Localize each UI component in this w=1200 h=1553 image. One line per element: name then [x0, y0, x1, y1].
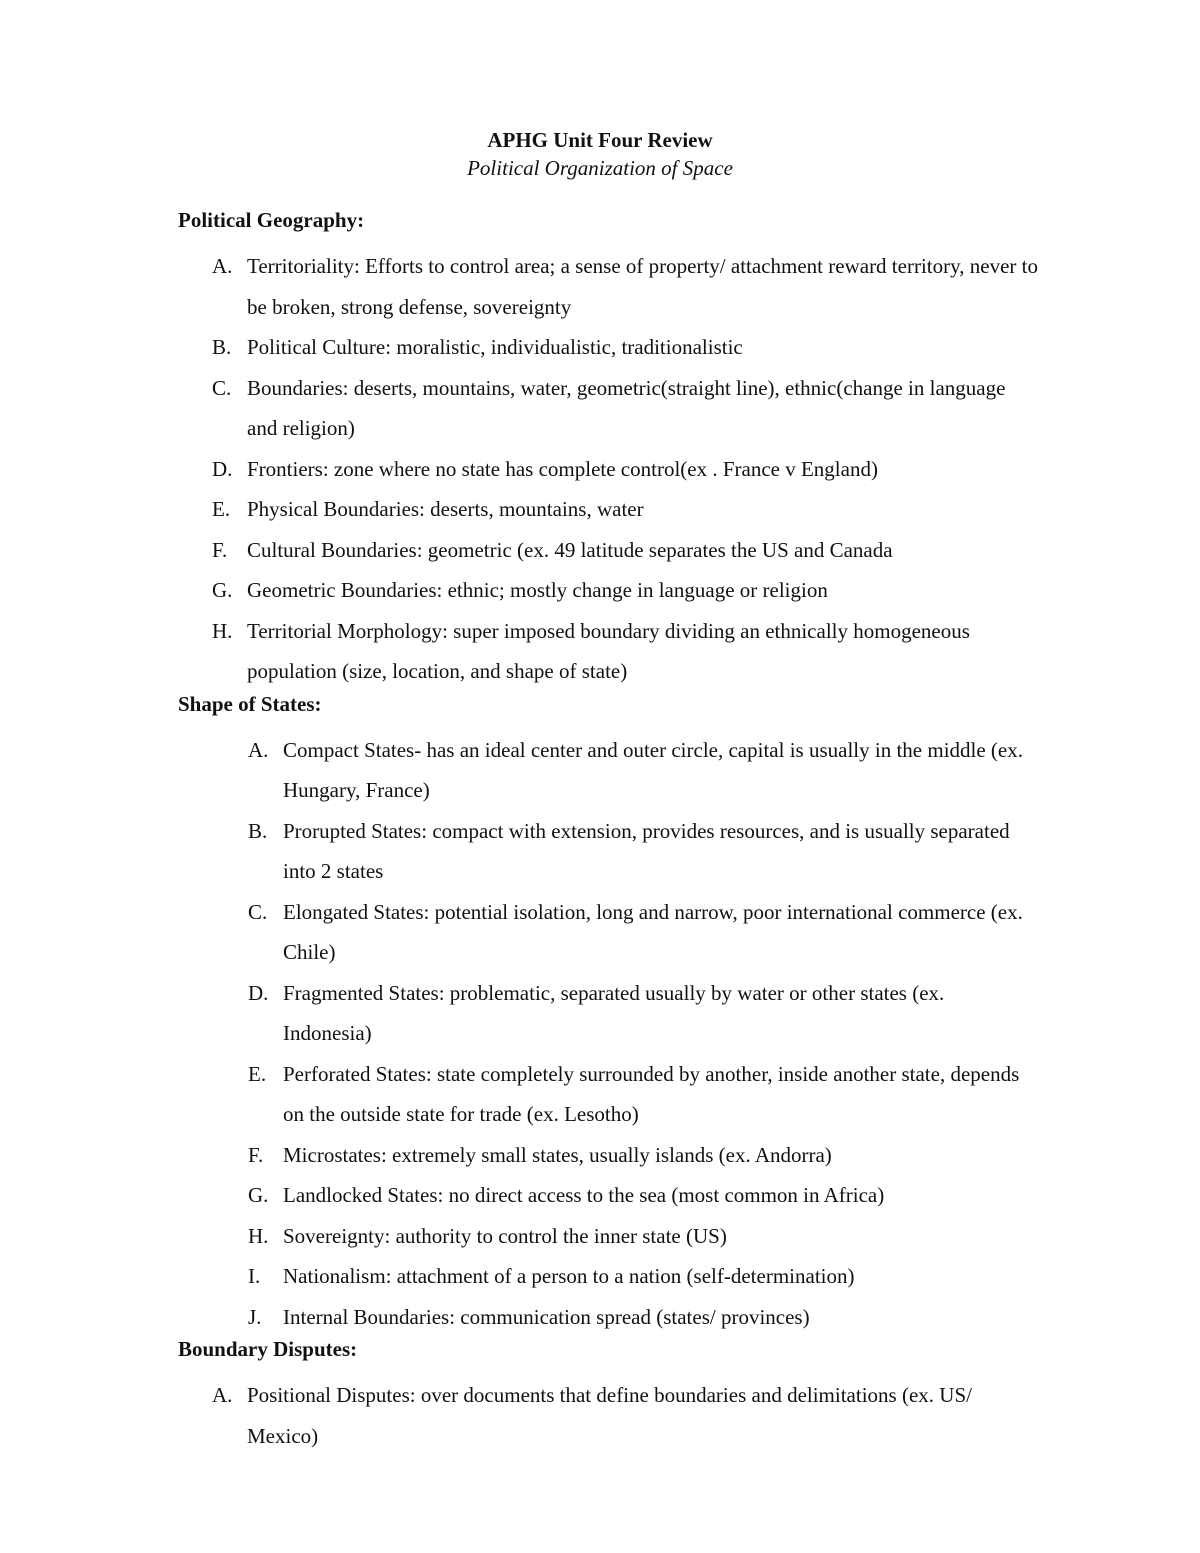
document-subtitle: Political Organization of Space [467, 156, 733, 180]
list-item-text: Positional Disputes: over documents that define boundaries and delimitations (ex. US/ Mexico) [247, 1383, 972, 1448]
list-item [178, 1216, 1038, 1257]
list-item [178, 892, 1038, 973]
section-heading-boundary-disputes: Boundary Disputes: [178, 1337, 358, 1361]
list-marker: A. [212, 1383, 233, 1407]
list-item [178, 730, 1038, 811]
list-marker: E. [248, 1061, 267, 1086]
list-item-text: Landlocked States: no direct access to the sea (most common in Africa) [283, 1183, 885, 1207]
list-item-text: Perforated States: state completely surrounded by another, inside another state, depends on the outside state for trade (ex. Lesotho) [283, 1061, 1020, 1126]
list-marker: J. [248, 1304, 262, 1329]
list-item [178, 1297, 1038, 1338]
shape-of-states-list [178, 730, 1038, 1338]
list-item-text: Physical Boundaries: deserts, mountains, water [247, 497, 644, 521]
list-item-text: Microstates: extremely small states, usually islands (ex. Andorra) [283, 1142, 832, 1167]
list-item-text: Territorial Morphology: super imposed boundary dividing an ethnically homogeneous population (size, location, and shape of state) [247, 618, 970, 683]
list-marker: B. [248, 818, 268, 843]
list-marker: H. [248, 1223, 269, 1248]
list-item-text: Sovereignty: authority to control the inner state (US) [283, 1223, 727, 1248]
list-item-text: Boundaries: deserts, mountains, water, geometric(straight line), ethnic(change in language and religion) [247, 375, 1006, 440]
list-item-text: Political Culture: moralistic, individualistic, traditionalistic [247, 335, 743, 359]
list-item-text: Elongated States: potential isolation, long and narrow, poor international commerce (ex. Chile) [283, 899, 1023, 964]
list-item [178, 1135, 1038, 1176]
list-item-text: Geometric Boundaries: ethnic; mostly change in language or religion [247, 578, 828, 602]
list-marker: H. [212, 618, 233, 643]
section-heading-political-geography: Political Geography: [178, 208, 365, 232]
list-marker: I. [248, 1264, 261, 1288]
list-item-text: Compact States- has an ideal center and outer circle, capital is usually in the middle (ex. Hungary, France) [283, 737, 1023, 802]
list-item-text: Fragmented States: problematic, separated usually by water or other states (ex. Indonesia) [283, 980, 945, 1045]
boundary-disputes-list [178, 1375, 1038, 1456]
list-marker: G. [248, 1183, 269, 1207]
list-item [178, 570, 1038, 611]
list-marker: A. [248, 737, 269, 762]
document-body [178, 206, 1038, 1456]
list-item-text: Frontiers: zone where no state has complete control(ex . France v England) [247, 456, 878, 481]
list-marker: G. [212, 578, 233, 602]
list-marker: E. [212, 497, 231, 521]
list-item [178, 611, 1038, 692]
political-geography-list [178, 246, 1038, 692]
list-item-text: Nationalism: attachment of a person to a nation (self-determination) [283, 1264, 855, 1288]
list-marker: F. [248, 1142, 264, 1167]
section-heading-shape-of-states: Shape of States: [178, 691, 322, 716]
list-item [178, 1375, 1038, 1456]
list-marker: A. [212, 254, 233, 278]
list-item-text: Cultural Boundaries: geometric (ex. 49 latitude separates the US and Canada [247, 537, 893, 562]
list-marker: D. [212, 456, 233, 481]
list-marker: F. [212, 537, 228, 562]
list-item [178, 449, 1038, 490]
list-marker: D. [248, 980, 269, 1005]
document-title: APHG Unit Four Review [487, 128, 713, 152]
list-item [178, 368, 1038, 449]
list-item [178, 489, 1038, 530]
list-marker: B. [212, 335, 232, 359]
list-item [178, 530, 1038, 571]
list-item [178, 1054, 1038, 1135]
list-item [178, 1256, 1038, 1297]
list-marker: C. [248, 899, 268, 924]
list-marker: C. [212, 375, 232, 400]
list-item-text: Prorupted States: compact with extension, provides resources, and is usually separated into 2 states [283, 818, 1010, 883]
list-item [178, 1175, 1038, 1216]
list-item [178, 246, 1038, 327]
list-item [178, 327, 1038, 368]
list-item [178, 973, 1038, 1054]
list-item-text: Internal Boundaries: communication spread (states/ provinces) [283, 1304, 810, 1329]
list-item [178, 811, 1038, 892]
list-item-text: Territoriality: Efforts to control area; a sense of property/ attachment reward territory, never to be broken, strong defense, sovereignty [247, 254, 1038, 319]
